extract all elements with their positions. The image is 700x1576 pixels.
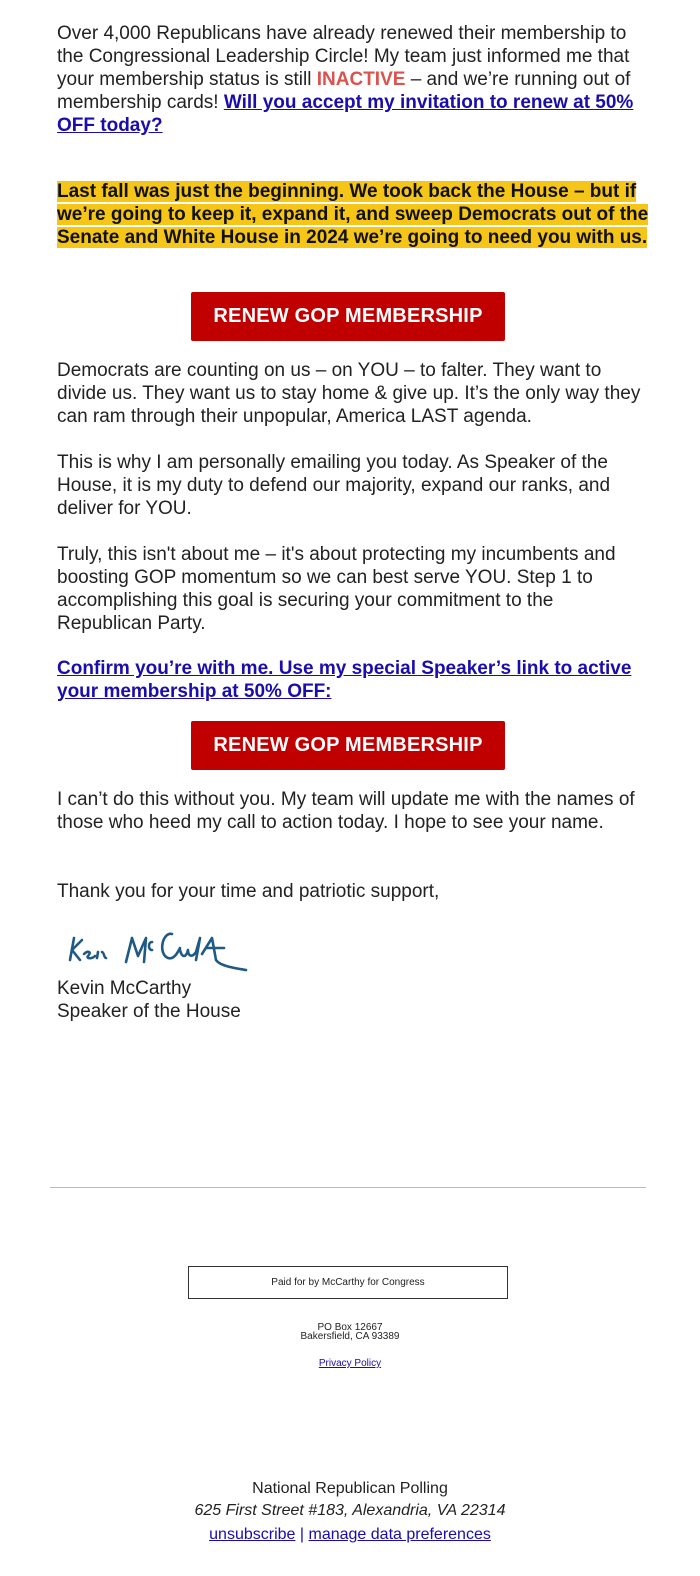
signature-image	[62, 926, 252, 976]
privacy-container	[0, 1358, 700, 1369]
emailing-paragraph: This is why I am personally emailing you today. As Speaker of the House, it is my duty to defend our majority, expand our ranks, and deliver for YOU.	[57, 452, 611, 519]
inactive-status: INACTIVE	[316, 69, 406, 90]
highlight-text: Last fall was just the beginning. We took back the House – but if we’re going to keep it, expand it, and sweep Democrats out of the Senate and White House in 2024 we’re going to need you with us.	[57, 181, 649, 248]
footer-divider	[50, 1187, 646, 1188]
thanks-paragraph: Thank you for your time and patriotic support,	[57, 881, 440, 902]
manage-data-preferences-link[interactable]: manage data preferences	[308, 1526, 491, 1543]
footer-separator: |	[299, 1526, 305, 1543]
intro-text: Over 4,000 Republicans have already renewed their membership to the Congressional Leadership Circle! My team just informed me that your membership status is still	[57, 23, 630, 90]
po-city: Bakersfield, CA 93389	[300, 1331, 400, 1342]
intro-text-after: – and we’re running out of membership cards!	[57, 69, 631, 113]
signer-title: Speaker of the House	[57, 1001, 241, 1022]
truly-paragraph: Truly, this isn't about me – it's about protecting my incumbents and boosting GOP momentum so we can best serve YOU. Step 1 to accomplishing this goal is securing your commitment to the Republican Party.	[57, 544, 616, 634]
highlighted-message	[57, 180, 649, 249]
unsubscribe-link[interactable]: unsubscribe	[209, 1526, 296, 1543]
confirm-paragraph	[57, 657, 649, 703]
renew-invitation-link[interactable]: Will you accept my invitation to renew at 50% OFF today?	[57, 92, 634, 136]
renew-membership-button-1[interactable]: RENEW GOP MEMBERSHIP	[191, 292, 505, 341]
footer-address: 625 First Street #183, Alexandria, VA 22314	[194, 1502, 506, 1519]
paid-for-disclaimer: Paid for by McCarthy for Congress	[188, 1266, 508, 1299]
intro-paragraph	[57, 22, 649, 137]
footer-org: National Republican Polling	[252, 1480, 448, 1497]
democrats-paragraph: Democrats are counting on us – on YOU – to falter. They want to divide us. They want us to stay home & give up. It’s the only way they can ram through their unpopular, America LAST agenda.	[57, 360, 641, 427]
po-box: PO Box 12667	[317, 1322, 383, 1333]
footer-links	[0, 1526, 700, 1544]
cant-do-paragraph: I can’t do this without you. My team will update me with the names of those who heed my call to action today. I hope to see your name.	[57, 789, 635, 833]
signer-name: Kevin McCarthy	[57, 978, 192, 999]
renew-membership-button-2[interactable]: RENEW GOP MEMBERSHIP	[191, 721, 505, 770]
privacy-policy-link[interactable]: Privacy Policy	[318, 1358, 382, 1369]
confirm-membership-link[interactable]: Confirm you’re with me. Use my special Speaker’s link to active your membership at 50% OFF:	[57, 658, 632, 702]
